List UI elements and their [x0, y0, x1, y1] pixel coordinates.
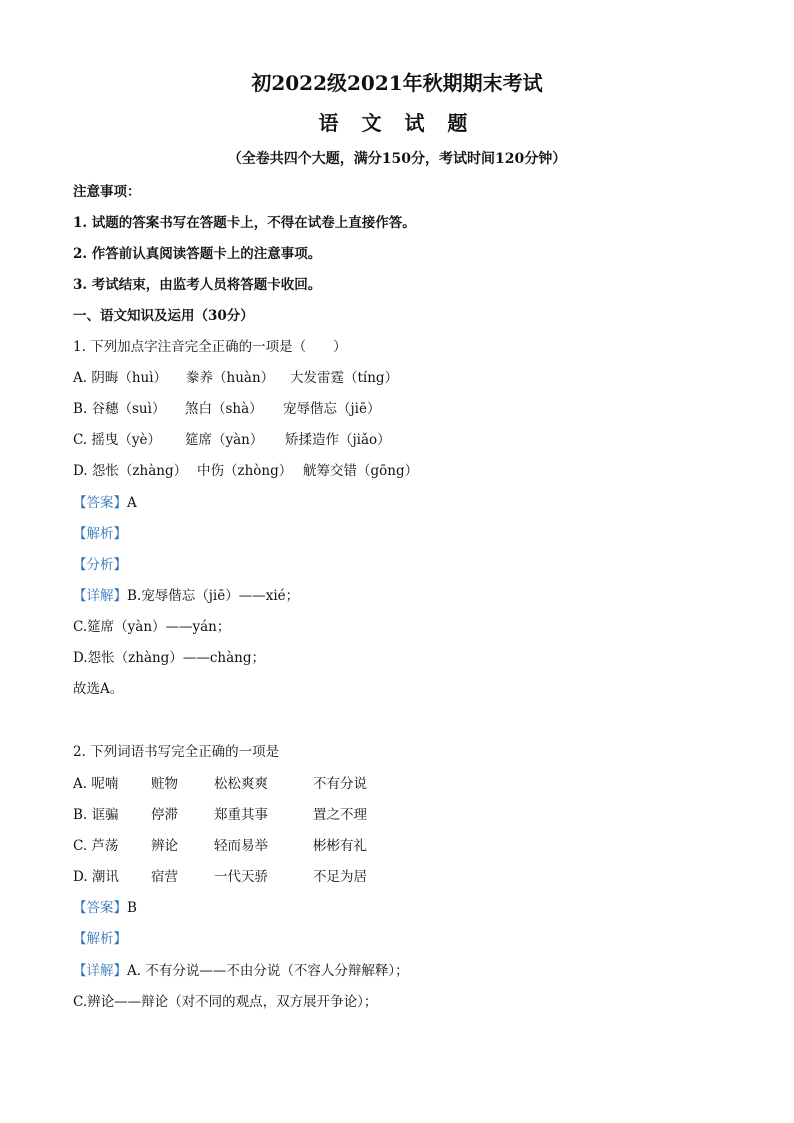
q2-option-b-item-4: 置之不理: [313, 807, 367, 823]
q2-option-d-item-3: 一代天骄: [214, 869, 268, 885]
exam-note: （全卷共四个大题，满分150分，考试时间120分钟）: [227, 151, 567, 167]
notice-item-2: 2. 作答前认真阅读答题卡上的注意事项。: [73, 246, 322, 262]
q2-option-c-item-1: C. 芦荡: [73, 838, 119, 854]
q2-analysis-label: 【解析】: [73, 931, 127, 947]
q1-option-d-item-3: 觥筹交错（gōng）: [303, 463, 419, 479]
notice-item-1: 1. 试题的答案书写在答题卡上，不得在试卷上直接作答。: [73, 215, 416, 231]
q2-option-b-item-3: 郑重其事: [214, 807, 268, 823]
q1-answer-label: 【答案】: [73, 495, 127, 511]
q2-option-b-item-2: 停滞: [151, 807, 178, 823]
q1-detail-line-2: C.筵席（yàn）——yán；: [73, 619, 231, 635]
q1-option-a-item-1: A. 阴晦（huì）: [73, 370, 168, 386]
q2-detail-label: 【详解】: [73, 963, 127, 979]
q2-option-c-item-3: 轻而易举: [214, 838, 268, 854]
q1-option-c-item-2: 筵席（yàn）: [185, 432, 264, 448]
q1-answer: [73, 494, 137, 512]
q2-option-a-item-1: A. 呢喃: [73, 776, 119, 792]
q2-detail-line-1: [73, 962, 409, 980]
q1-option-c-item-3: 矫揉造作（jiǎo）: [285, 432, 391, 448]
q2-stem: 2. 下列词语书写完全正确的一项是: [73, 744, 280, 760]
q2-option-c-item-4: 彬彬有礼: [313, 838, 367, 854]
q1-stem: 1. 下列加点字注音完全正确的一项是（ ）: [73, 339, 347, 355]
q1-option-b-item-1: B. 谷穗（suì）: [73, 401, 166, 417]
q2-answer: [73, 899, 137, 917]
q1-option-a-item-2: 豢养（huàn）: [186, 370, 275, 386]
q2-answer-label: 【答案】: [73, 900, 127, 916]
q1-answer-value: A: [127, 495, 137, 511]
q1-option-a-item-3: 大发雷霆（tíng）: [290, 370, 399, 386]
q1-option-b-item-3: 宠辱偕忘（jiē）: [283, 401, 381, 417]
q2-option-d-item-1: D. 潮讯: [73, 869, 119, 885]
q1-option-c-item-1: C. 摇曳（yè）: [73, 432, 162, 448]
q1-fenxi-label: 【分析】: [73, 557, 127, 573]
q2-option-d-item-2: 宿营: [151, 869, 178, 885]
q1-analysis-label: 【解析】: [73, 526, 127, 542]
q2-option-c-item-2: 辨论: [151, 838, 178, 854]
q2-answer-value: B: [127, 900, 137, 916]
notice-heading: 注意事项：: [73, 184, 141, 200]
q1-conclusion: 故选A。: [73, 681, 124, 697]
q1-option-b-item-2: 煞白（shà）: [185, 401, 263, 417]
q2-option-a-item-2: 赃物: [151, 776, 178, 792]
q1-option-d-item-1: D. 怨怅（zhàng）: [73, 463, 188, 479]
q1-detail-text-1: B.宠辱偕忘（jiē）——xié；: [127, 588, 300, 604]
q2-option-a-item-3: 松松爽爽: [214, 776, 268, 792]
q2-detail-line-2: C.辨论——辩论（对不同的观点，双方展开争论）；: [73, 994, 378, 1010]
q2-detail-text-1: A. 不有分说——不由分说（不容人分辩解释）；: [127, 963, 409, 979]
q1-detail-label: 【详解】: [73, 588, 127, 604]
q2-option-d-item-4: 不足为居: [313, 869, 367, 885]
q1-option-d-item-2: 中伤（zhòng）: [197, 463, 293, 479]
section-heading: 一、语文知识及运用（30分）: [73, 308, 254, 324]
subject-title: 语 文 试 题: [318, 111, 476, 135]
q1-detail-line-1: [73, 587, 299, 605]
q2-option-b-item-1: B. 诓骗: [73, 807, 119, 823]
exam-title: 初2022级2021年秋期期末考试: [251, 71, 543, 95]
q1-detail-line-3: D.怨怅（zhàng）——chàng；: [73, 650, 265, 666]
q2-option-a-item-4: 不有分说: [313, 776, 367, 792]
notice-item-3: 3. 考试结束，由监考人员将答题卡收回。: [73, 277, 322, 293]
